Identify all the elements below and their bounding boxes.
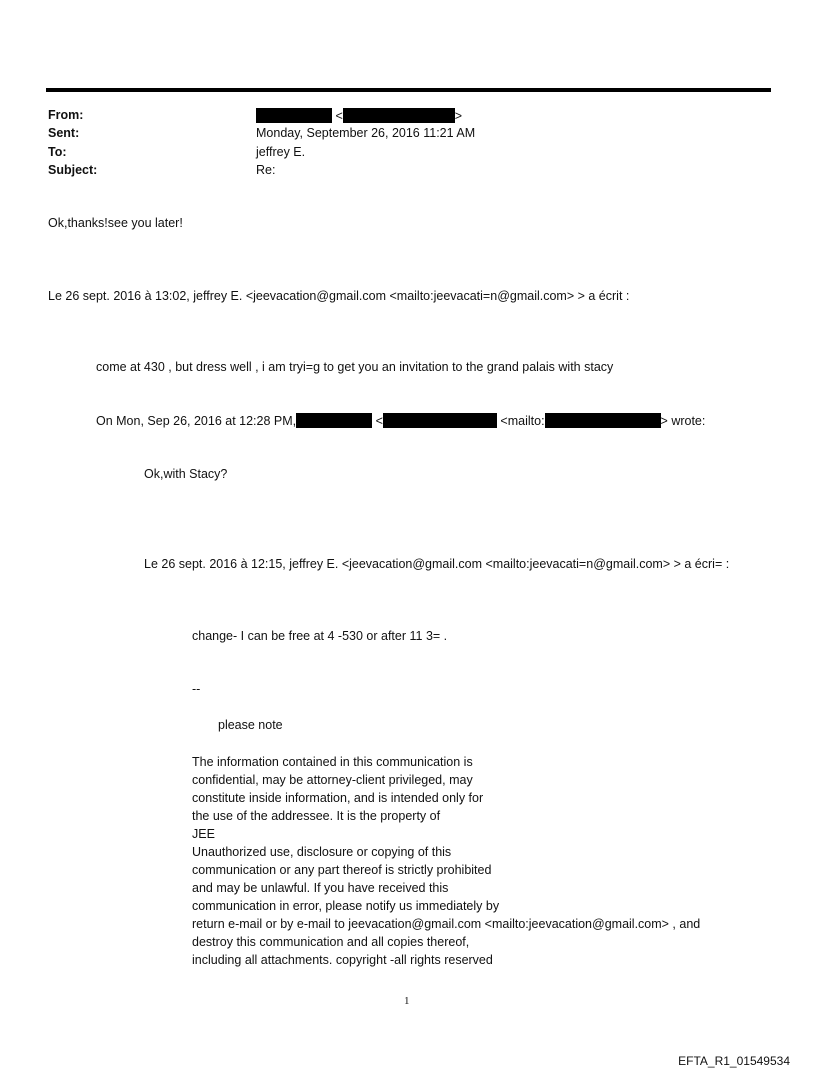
quote-header-2-suffix: > wrote: bbox=[660, 414, 706, 428]
from-label: From: bbox=[48, 108, 84, 122]
quoted-message-2: Ok,with Stacy? bbox=[144, 467, 228, 481]
quote-header-2 bbox=[96, 413, 705, 428]
quote-header-2-mailto: <mailto: bbox=[500, 414, 545, 428]
redaction-bar bbox=[545, 413, 661, 428]
from-lt: < bbox=[335, 109, 343, 123]
redaction-bar bbox=[343, 108, 455, 123]
redaction-bar bbox=[256, 108, 332, 123]
page-number: 1 bbox=[404, 995, 410, 1007]
redaction-bar bbox=[296, 413, 372, 428]
quote-header-3: Le 26 sept. 2016 à 12:15, jeffrey E. <jeevacation@gmail.com <mailto:jeevacati=n@gmail.com> > a écri= : bbox=[144, 557, 730, 571]
quote-header-2-lt: < bbox=[375, 414, 383, 428]
please-note: please note bbox=[218, 718, 283, 732]
subject-label: Subject: bbox=[48, 163, 98, 177]
redaction-bar bbox=[383, 413, 497, 428]
reply-text: Ok,thanks!see you later! bbox=[48, 216, 183, 230]
from-value bbox=[256, 108, 462, 123]
subject-value: Re: bbox=[256, 163, 276, 177]
quote-header-2-prefix: On Mon, Sep 26, 2016 at 12:28 PM, bbox=[96, 414, 297, 428]
header-rule bbox=[46, 88, 771, 92]
signature-separator: -- bbox=[192, 682, 201, 696]
quoted-message-3: change- I can be free at 4 -530 or after 11 3= . bbox=[192, 629, 448, 643]
to-value: jeffrey E. bbox=[256, 145, 306, 159]
quote-header-1: Le 26 sept. 2016 à 13:02, jeffrey E. <jeevacation@gmail.com <mailto:jeevacati=n@gmail.com> > a écrit : bbox=[48, 289, 630, 303]
from-gt: > bbox=[454, 109, 463, 123]
sent-value: Monday, September 26, 2016 11:21 AM bbox=[256, 126, 476, 140]
disclaimer-text: The information contained in this communication is confidential, may be attorney-client privileged, may constitute inside information, and is intended only for the use of the addressee. It is the property of JEE Unauthorized use, disclosure or copying of this communication or any part thereof is strictly prohibited and may be unlawful. If you have received this communication in error, please notify us immediately by return e-mail or by e-mail to jeevacation@gmail.com <mailto:jeevacation@gmail.com> , and destroy this communication and all copies thereof, including all attachments. copyright -all rights reserved bbox=[192, 755, 701, 967]
sent-label: Sent: bbox=[48, 126, 80, 140]
quoted-message-1: come at 430 , but dress well , i am tryi=g to get you an invitation to the grand palais with stacy bbox=[96, 360, 614, 374]
document-id: EFTA_R1_01549534 bbox=[678, 1054, 790, 1068]
to-label: To: bbox=[48, 145, 67, 159]
